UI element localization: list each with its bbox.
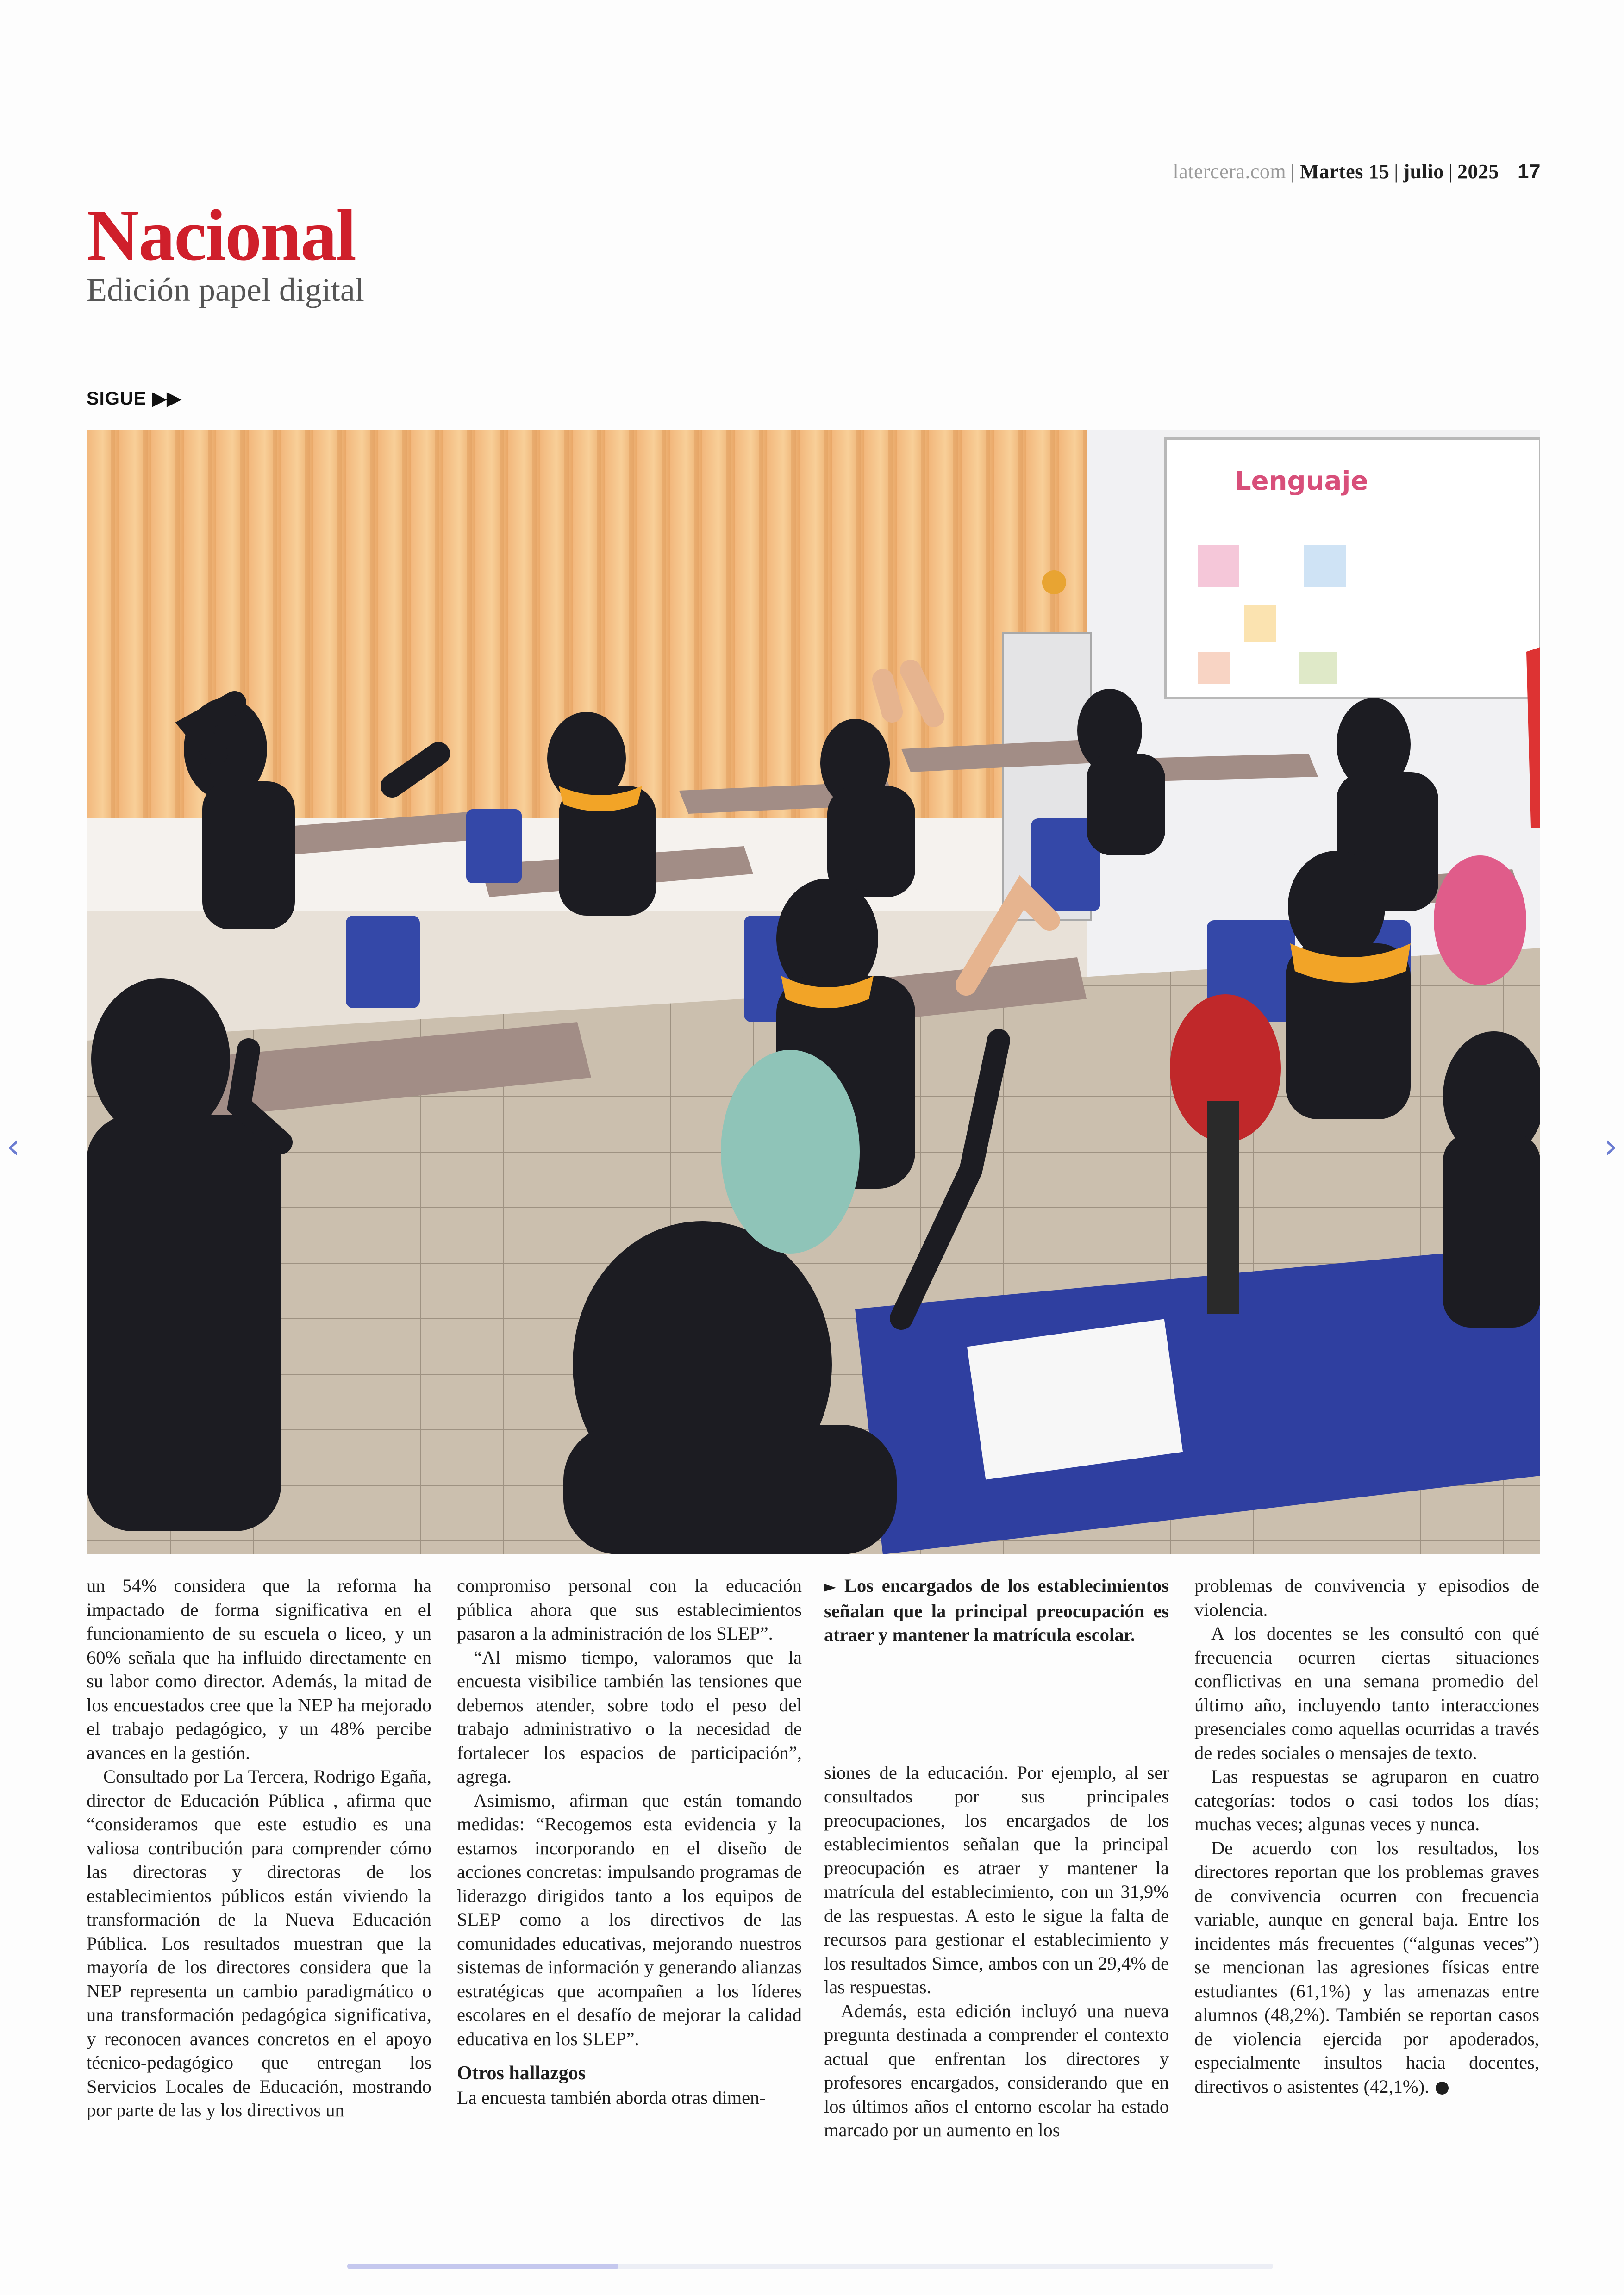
paragraph: La encuesta también aborda otras dimen-: [457, 2087, 766, 2108]
paragraph: un 54% considera que la reforma ha impactado de forma significativa en el funcionamiento de su escuela o liceo, y un 60% señala que ha influido directamente en su labor como director. Además, la mitad de los encuestados cree que la NEP ha mejorado el trabajo pedagógico, y un 48% percibe avances en la gestión.: [87, 1575, 431, 1763]
pull-quote-text: Los encargados de los establecimientos señalan que la principal preocupación es atraer y mantener la matrícula escolar.: [824, 1575, 1169, 1645]
classroom-illustration: [87, 430, 1540, 1554]
article-column-3: [824, 1574, 1169, 2142]
scrollbar-thumb[interactable]: [347, 2264, 618, 2269]
article-column-2: [457, 1574, 802, 2109]
horizontal-scrollbar[interactable]: [347, 2264, 1273, 2269]
end-of-article-icon: [1436, 2082, 1449, 2095]
section-title: Nacional: [87, 195, 356, 276]
divider: |: [1448, 160, 1453, 183]
paragraph: Además, esta edición incluyó una nueva pregunta destinada a comprender el contexto actual que enfrentan los directores y profesores encargados, considerando que en los últimos años el entorno escolar ha estado marcado por un aumento en los: [824, 2000, 1169, 2140]
masthead: [1173, 160, 1541, 183]
date-year: 2025: [1457, 160, 1499, 183]
previous-page-button[interactable]: ‹: [6, 1127, 20, 1166]
paragraph: Consultado por La Tercera, Rodrigo Egaña, director de Educación Pública , afirma que “consideramos que este estudio es una valiosa contribución para comprender cómo las directoras y directoras de los establecimientos públicos están viviendo la transformación de la Nueva Educación Pública. Los resultados muestran que la mayoría de los directores considera que la NEP representa un cambio paradigmático o una transformación pedagógica significativa, y reconocen avances concretos en el apoyo técnico-pedagógico que entregan los Servicios Locales de Educación, mostrando por parte de las y los directivos un: [87, 1766, 431, 2120]
column-continuation: [824, 1761, 1169, 2142]
paragraph: problemas de convivencia y episodios de violencia.: [1194, 1575, 1539, 1620]
paragraph: siones de la educación. Por ejemplo, al ser consultados por sus principales preocupaciones, los encargados de los establecimientos señalan que la principal preocupación es atraer y mantener la matrícula del establecimiento, con un 31,9% de las respuestas. A esto le sigue la falta de recursos para gestionar el establecimiento y los resultados Simce, ambos con un 29,4% de las respuestas.: [824, 1762, 1169, 1997]
pull-quote: [824, 1574, 1169, 1647]
paragraph: Asimismo, afirman que están tomando medidas: “Recogemos esta evidencia y la estamos incorporando en el diseño de acciones concretas: impulsando programas de liderazgo dirigidos tanto a los equipos de SLEP como a los directivos de las comunidades educativas, mejorando nuestros sistemas de información y generando alianzas estratégicas que acompañen a los líderes escolares en el desafío de mejorar la calidad educativa en los SLEP”.: [457, 1790, 802, 2049]
paragraph-text: De acuerdo con los resultados, los directores reportan que los problemas graves de convivencia ocurren con frecuencia variable, aunque en general baja. Entre los incidentes más frecuentes (“algunas veces”) se mencionan las agresiones físicas entre estudiantes (61,1%) y las amenazas entre alumnos (48,2%). También se reportan casos de violencia ejercida por apoderados, especialmente insultos hacia docentes, directivos o asistentes (42,1%).: [1194, 1837, 1539, 2097]
date-month: julio: [1403, 160, 1444, 183]
date-day: Martes 15: [1299, 160, 1390, 183]
next-page-button[interactable]: ›: [1604, 1127, 1618, 1166]
paragraph: “Al mismo tiempo, valoramos que la encuesta visibilice también las tensiones que debemos atender, sobre todo el peso del trabajo administrativo o la necesidad de fortalecer los espacios de participación”, agrega.: [457, 1646, 802, 1787]
board-label: Lenguaje: [1235, 466, 1368, 496]
section-subtitle: Edición papel digital: [87, 271, 364, 308]
subheading: Otros hallazgos: [457, 2063, 586, 2084]
divider: |: [1394, 160, 1399, 183]
page-number: 17: [1518, 160, 1541, 183]
article-column-1: [87, 1574, 431, 2122]
paragraph: A los docentes se les consultó con qué frecuencia ocurren ciertas situaciones conflictivas en una semana promedio del último año, incluyendo tanto interacciones presenciales como aquellas ocurridas a través de redes sociales o mensajes de texto.: [1194, 1623, 1539, 1763]
article-column-4: [1194, 1574, 1539, 2098]
paragraph: [1194, 1836, 1539, 2099]
continue-label: SIGUE ▶▶: [87, 388, 182, 409]
divider: |: [1291, 160, 1295, 183]
classroom-photo: [87, 430, 1540, 1554]
triangle-marker-icon: ►: [824, 1578, 837, 1596]
paragraph: compromiso personal con la educación pública ahora que sus establecimientos pasaron a la administración de los SLEP”.: [457, 1575, 802, 1644]
site-name[interactable]: latercera.com: [1173, 160, 1287, 183]
paragraph: Las respuestas se agruparon en cuatro categorías: todos o casi todos los días; muchas veces; algunas veces y nunca.: [1194, 1766, 1539, 1834]
